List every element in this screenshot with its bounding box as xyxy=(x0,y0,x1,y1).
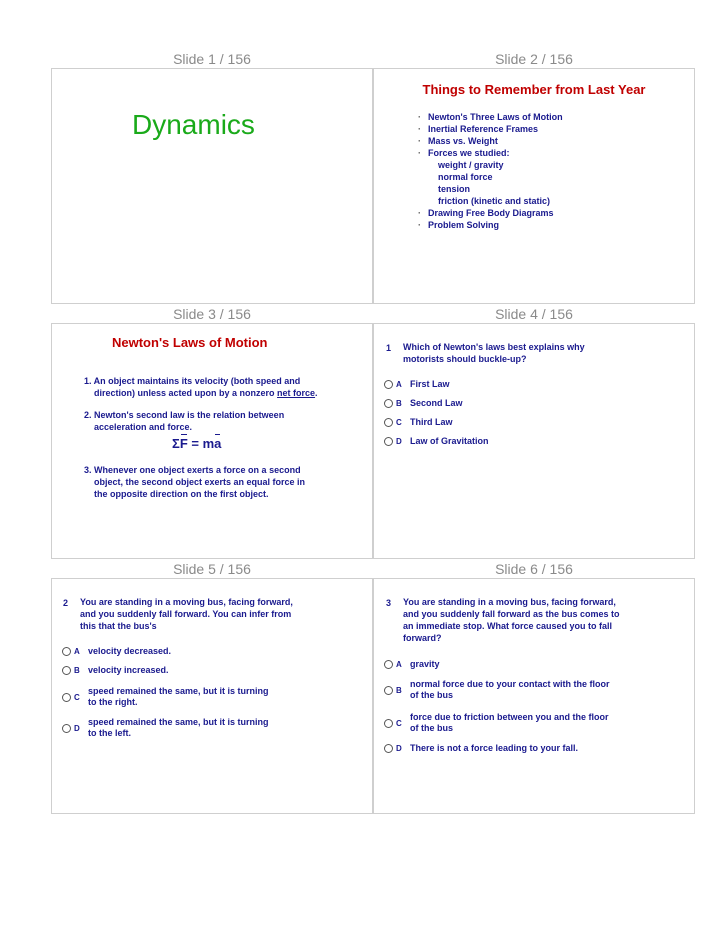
topic-list xyxy=(402,111,563,231)
option-line: speed remained the same, but it is turning xyxy=(88,717,269,727)
option-b[interactable] xyxy=(62,665,169,676)
option-b[interactable] xyxy=(384,398,463,409)
option-line: normal force due to your contact with the floor xyxy=(410,679,610,689)
radio-icon[interactable] xyxy=(62,647,71,656)
option-d[interactable] xyxy=(62,717,269,739)
law-3-line-2: object, the second object exerts an equal force in xyxy=(94,477,306,487)
radio-icon[interactable] xyxy=(384,380,393,389)
option-text: There is not a force leading to your fall. xyxy=(410,743,579,753)
option-line: to the right. xyxy=(88,697,138,707)
question-text xyxy=(403,341,585,365)
option-line: of the bus xyxy=(410,723,453,733)
list-item: · Mass vs. Weight xyxy=(402,135,563,147)
question-line: and you suddenly fall forward. You can infer from xyxy=(80,609,292,619)
radio-icon[interactable] xyxy=(62,666,71,675)
newton-second-law-formula xyxy=(172,436,221,451)
law-1-end: . xyxy=(315,388,318,398)
option-c[interactable] xyxy=(62,686,269,708)
radio-icon[interactable] xyxy=(384,686,393,695)
radio-icon[interactable] xyxy=(384,719,393,728)
net-force-link[interactable]: net force xyxy=(277,388,316,398)
slide-1-label: Slide 1 / 156 xyxy=(173,51,251,67)
question-line: You are standing in a moving bus, facing forward, xyxy=(403,597,616,607)
option-d[interactable] xyxy=(384,743,578,754)
option-letter: A xyxy=(74,647,80,656)
sub-list-item: normal force xyxy=(438,172,493,182)
slide-6[interactable] xyxy=(373,578,695,814)
option-letter: D xyxy=(74,723,80,733)
option-d[interactable] xyxy=(384,436,489,447)
option-b[interactable] xyxy=(384,679,610,701)
question-number: 3 xyxy=(386,598,392,608)
option-c[interactable] xyxy=(384,712,609,734)
option-text xyxy=(410,712,609,734)
slide-2-label: Slide 2 / 156 xyxy=(495,51,573,67)
option-text: velocity decreased. xyxy=(88,646,172,656)
question-line: and you suddenly fall forward as the bus comes to xyxy=(403,609,620,619)
question-text xyxy=(403,596,620,644)
option-a[interactable] xyxy=(62,646,171,657)
slide-6-label: Slide 6 / 156 xyxy=(495,561,573,577)
slide-5[interactable] xyxy=(51,578,373,814)
option-letter: B xyxy=(74,666,80,675)
option-text: Third Law xyxy=(410,417,453,427)
option-text: gravity xyxy=(410,659,440,669)
option-line: speed remained the same, but it is turning xyxy=(88,686,269,696)
law-2 xyxy=(84,409,354,433)
slide-title: Newton's Laws of Motion xyxy=(112,335,268,350)
acceleration-vector: a xyxy=(214,436,222,451)
option-text xyxy=(410,679,610,701)
law-1-line-1: 1. An object maintains its velocity (both speed and xyxy=(84,376,301,386)
radio-icon[interactable] xyxy=(384,660,393,669)
option-line: force due to friction between you and the floor xyxy=(410,712,609,722)
option-letter: C xyxy=(396,418,402,427)
radio-icon[interactable] xyxy=(384,418,393,427)
option-text: First Law xyxy=(410,379,450,389)
option-line: to the left. xyxy=(88,728,131,738)
sub-list-item: friction (kinetic and static) xyxy=(438,196,551,206)
option-text: Law of Gravitation xyxy=(410,436,489,446)
slide-3-label: Slide 3 / 156 xyxy=(173,306,251,322)
list-item: · Newton's Three Laws of Motion xyxy=(402,111,563,123)
slide-4-label: Slide 4 / 156 xyxy=(495,306,573,322)
radio-icon[interactable] xyxy=(384,437,393,446)
option-a[interactable] xyxy=(384,659,440,670)
law-2-line-2: acceleration and force. xyxy=(94,422,193,432)
law-3-line-3: the opposite direction on the first object. xyxy=(94,489,269,499)
law-2-line-1: 2. Newton's second law is the relation between xyxy=(84,410,285,420)
question-line: an immediate stop. What force caused you to fall xyxy=(403,621,613,631)
option-text: Second Law xyxy=(410,398,463,408)
list-item: · Inertial Reference Frames xyxy=(402,123,563,135)
question-number: 2 xyxy=(63,598,69,608)
slide-5-label: Slide 5 / 156 xyxy=(173,561,251,577)
option-a[interactable] xyxy=(384,379,450,390)
law-3 xyxy=(84,464,354,500)
question-line: this that the bus's xyxy=(80,621,157,631)
law-1 xyxy=(84,375,354,399)
list-item: · Problem Solving xyxy=(402,219,563,231)
law-1-line-2 xyxy=(84,387,354,399)
question-line: Which of Newton's laws best explains why xyxy=(403,342,585,352)
option-letter: D xyxy=(396,744,402,753)
option-text xyxy=(88,717,269,739)
option-letter: C xyxy=(74,692,80,702)
radio-icon[interactable] xyxy=(62,693,71,702)
question-line: You are standing in a moving bus, facing forward, xyxy=(80,597,293,607)
slide-2[interactable] xyxy=(373,68,695,304)
radio-icon[interactable] xyxy=(62,724,71,733)
slide-title: Dynamics xyxy=(132,109,255,140)
option-letter: B xyxy=(396,399,402,408)
radio-icon[interactable] xyxy=(384,744,393,753)
sum-symbol: Σ xyxy=(172,436,180,451)
question-line: forward? xyxy=(403,633,442,643)
option-text xyxy=(88,686,269,708)
option-letter: A xyxy=(396,660,402,669)
slide-3[interactable] xyxy=(51,323,373,559)
slide-title: Things to Remember from Last Year xyxy=(422,82,646,97)
question-line: motorists should buckle-up? xyxy=(403,354,527,364)
list-item: · Forces we studied: xyxy=(402,147,563,159)
sub-list-item: weight / gravity xyxy=(438,160,504,170)
option-line: of the bus xyxy=(410,690,453,700)
option-letter: D xyxy=(396,437,402,446)
question-text xyxy=(80,596,293,632)
slide-4[interactable] xyxy=(373,323,695,559)
option-c[interactable] xyxy=(384,417,453,428)
option-text: velocity increased. xyxy=(88,665,169,675)
force-vector: F xyxy=(179,436,188,451)
list-item: · Drawing Free Body Diagrams xyxy=(402,207,563,219)
sub-list-item: tension xyxy=(438,184,471,194)
option-letter: B xyxy=(396,685,402,695)
radio-icon[interactable] xyxy=(384,399,393,408)
slide-1[interactable] xyxy=(51,68,373,304)
law-1-text: direction) unless acted upon by a nonzero xyxy=(94,388,278,398)
option-letter: A xyxy=(396,380,402,389)
option-letter: C xyxy=(396,718,402,728)
question-number: 1 xyxy=(386,343,392,353)
law-3-line-1: 3. Whenever one object exerts a force on a second xyxy=(84,465,301,475)
equals-m: = m xyxy=(187,436,215,451)
